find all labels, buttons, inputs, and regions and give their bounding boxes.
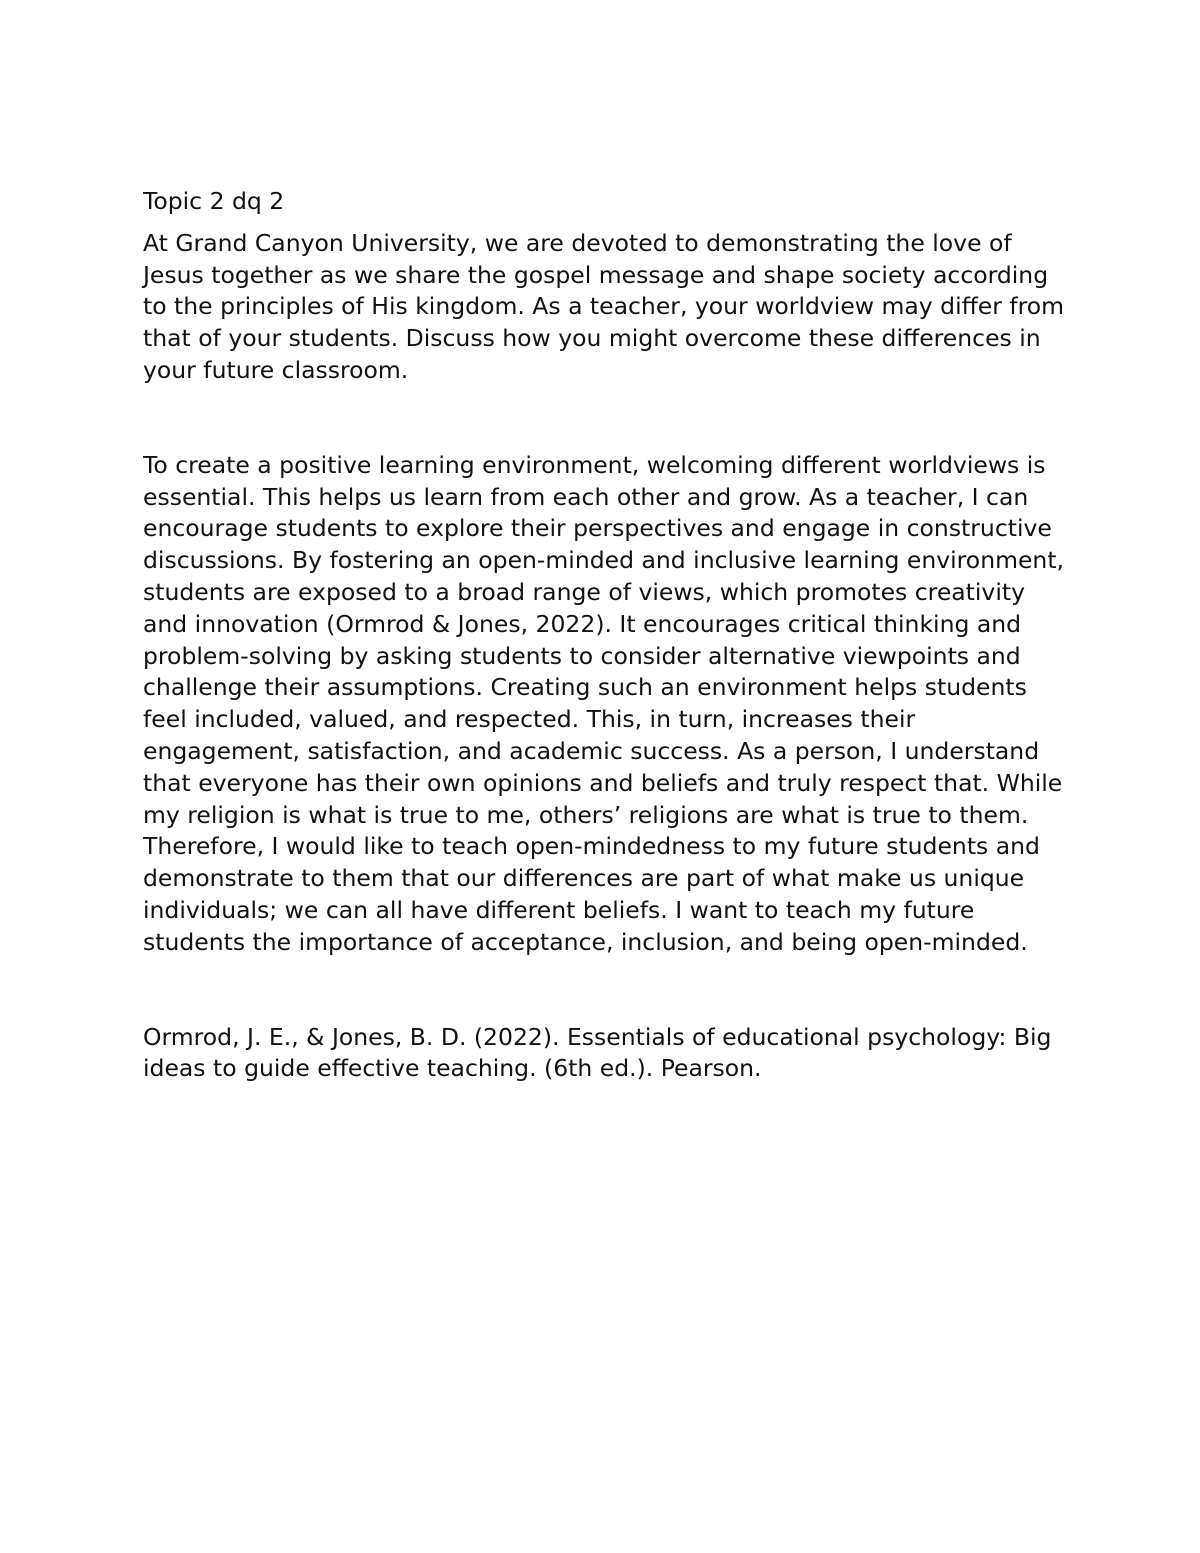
- discussion-response: To create a positive learning environment, welcoming different worldviews is essential. This helps us learn from each other and grow. As a teacher, I can encourage students to explore their perspectives and engage in constructive discussions. By fostering an open-minded and inclusive learning environment, students are exposed to a broad range of views, which promotes creativity and innovation (Ormrod & Jones, 2022). It encourages critical thinking and problem-solving by asking students to consider alternative viewpoints and challenge their assumptions. Creating such an environment helps students feel included, valued, and respected. This, in turn, increases their engagement, satisfaction, and academic success. As a person, I understand that everyone has their own opinions and beliefs and truly respect that. While my religion is what is true to me, others’ religions are what is true to them. Therefore, I would like to teach open-mindedness to my future students and demonstrate to them that our differences are part of what make us unique individuals; we can all have different beliefs. I want to teach my future students the importance of acceptance, inclusion, and being open-minded.: [143, 450, 1065, 956]
- document-body: [143, 186, 1073, 1085]
- discussion-prompt: At Grand Canyon University, we are devoted to demonstrating the love of Jesus together as we share the gospel message and shape society according to the principles of His kingdom. As a teacher, your worldview may differ from that of your students. Discuss how you might overcome these differences in your future classroom.: [143, 228, 1065, 384]
- reference-citation: Ormrod, J. E., & Jones, B. D. (2022). Essentials of educational psychology: Big ideas to guide effective teaching. (6th ed.). Pearson.: [143, 1022, 1052, 1083]
- document-title: Topic 2 dq 2: [143, 187, 285, 215]
